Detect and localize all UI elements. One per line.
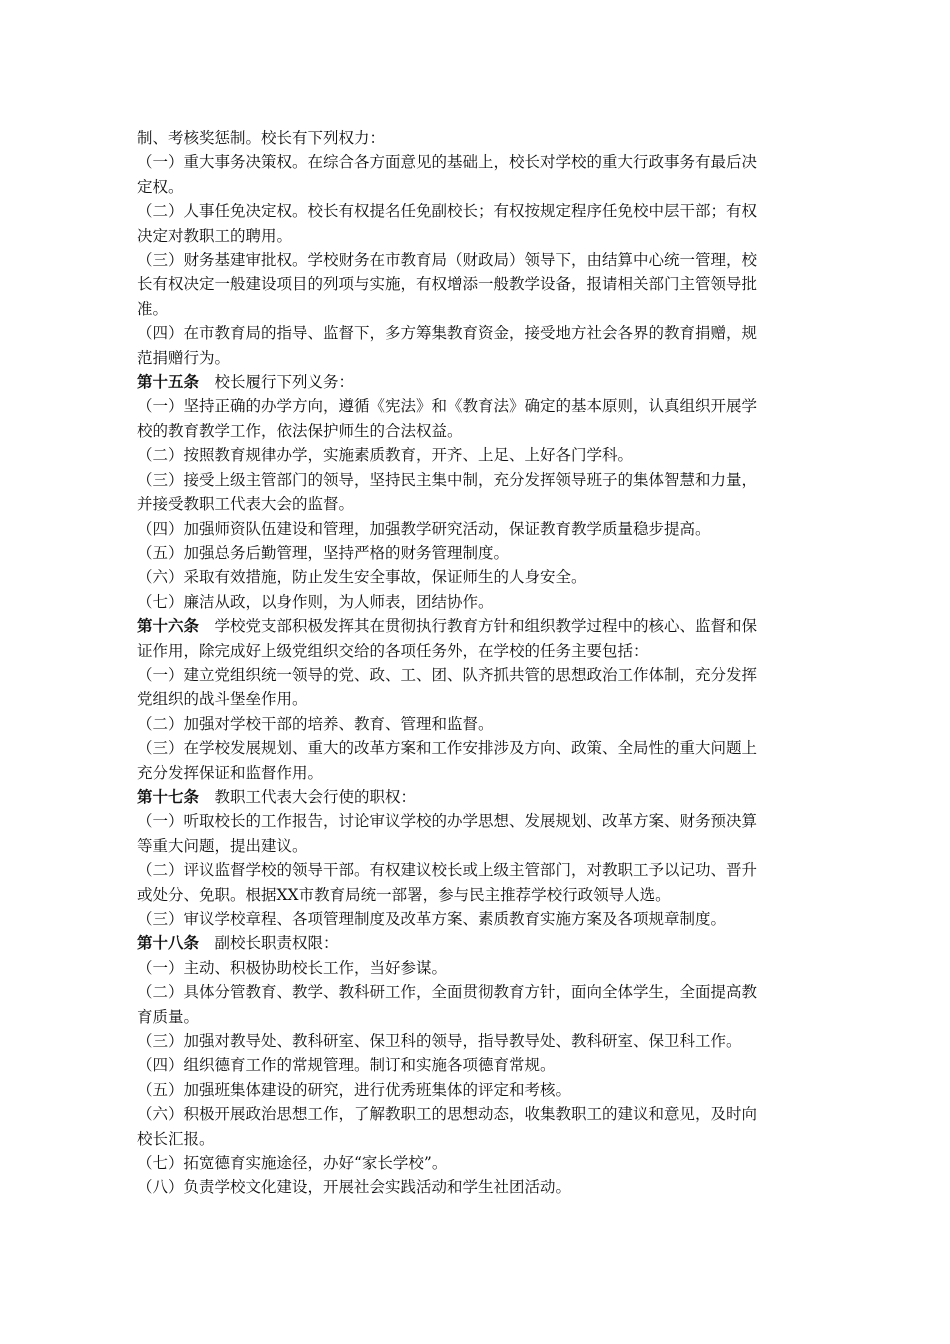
article-number: 第十八条	[137, 933, 200, 953]
text-line: 制、考核奖惩制。校长有下列权力：	[137, 129, 386, 147]
text-line: 等重大问题，提出建议。	[137, 836, 308, 855]
text-line: （三）加强对教导处、教科研室、保卫科的领导，指导教导处、教科研室、保卫科工作。	[137, 1032, 742, 1051]
text-line: 充分发挥保证和监督作用。	[137, 763, 324, 782]
article-title: 学校党支部积极发挥其在贯彻执行教育方针和组织教学过程中的核心、监督和保	[199, 617, 758, 636]
text-line: 党组织的战斗堡垒作用。	[137, 690, 308, 709]
text-line: 校的教育教学工作，依法保护师生的合法权益。	[137, 421, 463, 440]
article-number: 第十五条	[137, 372, 200, 392]
article-number: 第十六条	[137, 616, 200, 636]
text-line: （三）接受上级主管部门的领导，坚持民主集中制，充分发挥领导班子的集体智慧和力量，	[137, 470, 758, 489]
text-line: （六）积极开展政治思想工作，了解教职工的思想动态，收集教职工的建议和意见，及时向	[137, 1105, 758, 1124]
text-line: 定权。	[137, 177, 184, 196]
text-line: （二）加强对学校干部的培养、教育、管理和监督。	[137, 714, 494, 733]
text-line: （四）加强师资队伍建设和管理，加强教学研究活动，保证教育教学质量稳步提高。	[137, 519, 711, 538]
article-title: 教职工代表大会行使的职权：	[199, 787, 417, 806]
text-line: （一）听取校长的工作报告，讨论审议学校的办学思想、发展规划、改革方案、财务预决算	[137, 812, 758, 831]
text-line: （五）加强班集体建设的研究，进行优秀班集体的评定和考核。	[137, 1080, 572, 1099]
document-body	[137, 126, 817, 1200]
text-line: （三）在学校发展规划、重大的改革方案和工作安排涉及方向、政策、全局性的重大问题上	[137, 739, 758, 758]
text-line: （六）采取有效措施，防止发生安全事故，保证师生的人身安全。	[137, 568, 587, 587]
text-line: （四）在市教育局的指导、监督下，多方筹集教育资金，接受地方社会各界的教育捐赠，规	[137, 324, 758, 343]
article-heading	[137, 931, 817, 955]
text-line: 证作用，除完成好上级党组织交给的各项任务外，在学校的任务主要包括：	[137, 641, 649, 660]
article-title: 校长履行下列义务：	[199, 373, 355, 392]
text-line: （二）按照教育规律办学，实施素质教育，开齐、上足、上好各门学科。	[137, 446, 634, 465]
text-line: （一）坚持正确的办学方向，遵循《宪法》和《教育法》确定的基本原则，认真组织开展学	[137, 397, 758, 416]
text-line: （一）主动、积极协助校长工作，当好参谋。	[137, 958, 448, 977]
text-line: （一）建立党组织统一领导的党、政、工、团、队齐抓共管的思想政治工作体制，充分发挥	[137, 665, 758, 684]
article-heading	[137, 370, 817, 394]
article-heading	[137, 785, 817, 809]
text-line: 范捐赠行为。	[137, 348, 231, 367]
text-line: 决定对教职工的聘用。	[137, 226, 293, 245]
text-line: 并接受教职工代表大会的监督。	[137, 495, 355, 514]
article-heading	[137, 614, 817, 638]
text-line: （二）人事任免决定权。校长有权提名任免副校长；有权按规定程序任免校中层干部；有权	[137, 202, 758, 221]
text-line: （三）财务基建审批权。学校财务在市教育局（财政局）领导下，由结算中心统一管理，校	[137, 251, 758, 270]
article-title: 副校长职责权限：	[199, 934, 339, 953]
text-line: （八）负责学校文化建设，开展社会实践活动和学生社团活动。	[137, 1178, 572, 1197]
text-line: 长有权决定一般建设项目的列项与实施，有权增添一般教学设备，报请相关部门主管领导批	[137, 275, 758, 294]
text-line: （二）评议监督学校的领导干部。有权建议校长或上级主管部门，对教职工予以记功、晋升	[137, 861, 758, 880]
text-line: 育质量。	[137, 1007, 200, 1026]
text-line: （三）审议学校章程、各项管理制度及改革方案、素质教育实施方案及各项规章制度。	[137, 910, 727, 928]
text-line: （七）拓宽德育实施途径，办好“家长学校”。	[137, 1154, 448, 1173]
text-line: 或处分、免职。根据XX市教育局统一部署，参与民主推荐学校行政领导人选。	[137, 885, 671, 904]
text-line: 校长汇报。	[137, 1129, 215, 1148]
text-line: 准。	[137, 299, 169, 318]
text-line: （一）重大事务决策权。在综合各方面意见的基础上，校长对学校的重大行政事务有最后决	[137, 153, 758, 172]
text-line: （二）具体分管教育、教学、教科研工作，全面贯彻教育方针，面向全体学生，全面提高教	[137, 983, 758, 1002]
text-line: （五）加强总务后勤管理，坚持严格的财务管理制度。	[137, 543, 510, 562]
text-line: （四）组织德育工作的常规管理。制订和实施各项德育常规。	[137, 1056, 556, 1075]
article-number: 第十七条	[137, 786, 200, 806]
text-line: （七）廉洁从政，以身作则，为人师表，团结协作。	[137, 592, 494, 611]
